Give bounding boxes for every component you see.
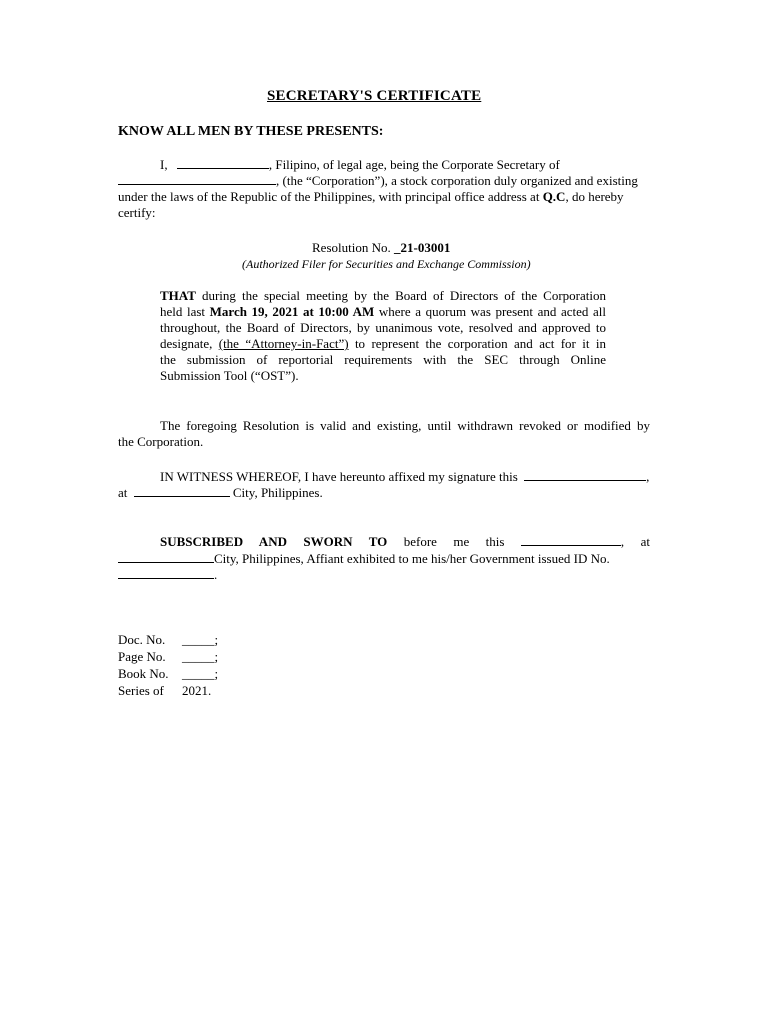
text-fragment: , do hereby (565, 189, 624, 204)
paragraph-1-line-2 (118, 173, 638, 189)
signature-city-blank (134, 485, 230, 497)
secretary-name-blank (177, 157, 269, 169)
text-fragment: City, Philippines, Affiant exhibited to me his/her Government issued ID No. (214, 551, 610, 566)
text-fragment: . (214, 567, 218, 582)
page-no-value: _____; (182, 649, 219, 664)
resolution-subtitle: (Authorized Filer for Securities and Exchange Commission) (242, 257, 531, 271)
text-fragment: before me this (387, 534, 505, 549)
intro-heading: KNOW ALL MEN BY THESE PRESENTS: (118, 124, 384, 139)
text-fragment: IN WITNESS WHEREOF, I have hereunto affixed my signature this (160, 469, 518, 484)
text-fragment: to represent the corporation and act for it in (348, 336, 606, 351)
paragraph-1-line-3 (118, 189, 624, 205)
text-fragment: SUBSCRIBED AND SWORN TO (160, 534, 388, 549)
text-fragment: City, Philippines. (229, 485, 323, 500)
id-number-blank (118, 567, 214, 579)
signature-date-blank (524, 469, 646, 481)
text-fragment: where a quorum was present and acted all (374, 304, 606, 319)
book-no-row (118, 666, 218, 682)
document-title: SECRETARY'S CERTIFICATE (267, 88, 482, 104)
paragraph-2-line-4 (160, 336, 606, 352)
text-fragment: , (646, 469, 650, 484)
paragraph-2-line-6: Submission Tool (“OST”). (160, 368, 299, 383)
doc-no-value: _____; (182, 632, 219, 647)
paragraph-5-line-2 (118, 551, 610, 567)
paragraph-1-line-1 (160, 157, 560, 173)
paragraph-5-line-1 (160, 534, 650, 550)
paragraph-4-line-1 (160, 469, 649, 485)
meeting-date: March 19, 2021 at 10:00 AM (209, 304, 375, 319)
book-no-label: Book No. (118, 666, 169, 681)
page-no-row (118, 649, 218, 665)
corporation-name-blank (118, 173, 276, 185)
paragraph-5-line-3 (118, 567, 217, 583)
text-fragment: , at (620, 534, 650, 549)
resolution-line (312, 240, 450, 256)
paragraph-3-line-2: the Corporation. (118, 434, 204, 449)
sworn-city-blank (118, 551, 214, 563)
resolution-number: _21-03001 (393, 240, 451, 255)
doc-no-row (118, 632, 218, 648)
text-fragment: I, (160, 157, 168, 172)
paragraph-1-line-4: certify: (118, 205, 156, 220)
paragraph-2-line-1 (160, 288, 606, 304)
text-fragment: designate, (160, 336, 219, 351)
paragraph-2-line-5: the submission of reportorial requirements with the SEC through Online (160, 352, 606, 367)
text-fragment: during the special meeting by the Board of Directors of the Corporation (195, 288, 606, 303)
paragraph-2-line-2 (160, 304, 606, 320)
office-address: Q.C (542, 189, 566, 204)
page-no-label: Page No. (118, 649, 166, 664)
series-row (118, 683, 211, 699)
paragraph-2-line-3: throughout, the Board of Directors, by unanimous vote, resolved and approved to (160, 320, 606, 335)
text-fragment: under the laws of the Republic of the Philippines, with principal office address at (118, 189, 543, 204)
text-fragment: , (the “Corporation”), a stock corporation duly organized and existing (276, 173, 638, 188)
book-no-value: _____; (182, 666, 219, 681)
text-fragment: held last (160, 304, 210, 319)
text-fragment: at (118, 485, 128, 500)
attorney-in-fact: (the “Attorney-in-Fact”) (218, 336, 349, 351)
doc-no-label: Doc. No. (118, 632, 166, 647)
text-fragment: THAT (160, 288, 196, 303)
paragraph-4-line-2 (118, 485, 323, 501)
text-fragment: , Filipino, of legal age, being the Corporate Secretary of (268, 157, 560, 172)
series-label: Series of (118, 683, 164, 698)
resolution-label: Resolution No. (312, 240, 394, 255)
series-value: 2021. (182, 683, 212, 698)
paragraph-3-line-1: The foregoing Resolution is valid and existing, until withdrawn revoked or modified by (160, 418, 650, 433)
sworn-date-blank (521, 534, 621, 546)
